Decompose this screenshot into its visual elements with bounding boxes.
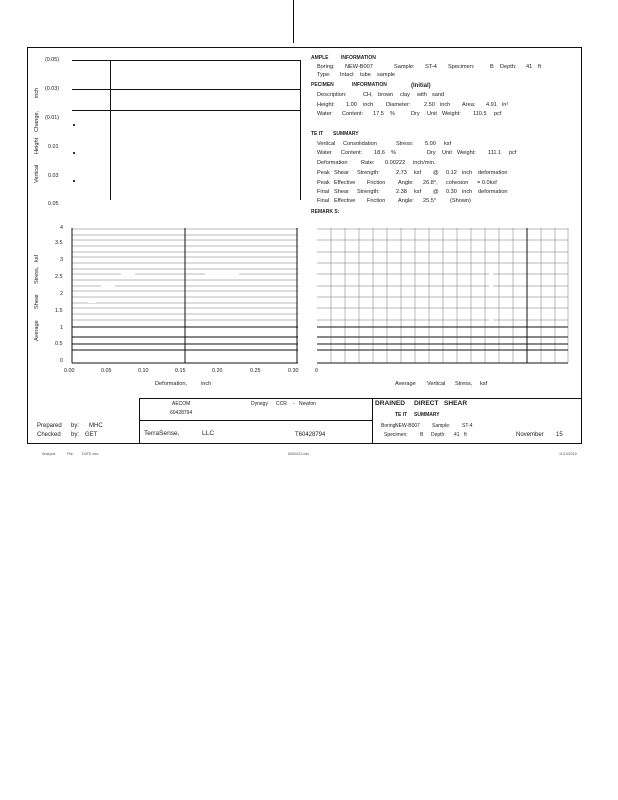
report-date: November xyxy=(516,432,544,438)
summary-text: Content: xyxy=(341,150,363,156)
footer-file-info: DATE.xlsx xyxy=(82,452,99,456)
y-tick-label: 0.05 xyxy=(48,201,59,207)
summary-text: Final xyxy=(317,198,330,204)
summary-text: Weight: xyxy=(457,150,476,156)
y-tick-label: 0.01 xyxy=(48,144,59,150)
summary-text: deformation xyxy=(478,170,508,176)
y-tick-label: (0.03) xyxy=(45,86,60,92)
summary-value: = 0.0ksf xyxy=(477,180,497,186)
x-axis-label-word: inch xyxy=(201,381,212,387)
project-location: Newton xyxy=(299,401,316,407)
title-block-divider xyxy=(139,420,372,421)
footer-file-info: File: xyxy=(67,452,74,456)
summary-unit: ksf xyxy=(414,189,422,195)
summary-text: Friction xyxy=(367,198,386,204)
field-value: 17.5 xyxy=(373,111,384,117)
field-value: 1.00 xyxy=(346,102,357,108)
field-label: Depth: xyxy=(431,432,446,438)
lab-name: LLC xyxy=(202,430,215,437)
field-value: clay xyxy=(400,92,410,98)
field-value: sample xyxy=(377,72,396,78)
x-tick-label: 0.30 xyxy=(288,368,299,374)
y-axis-label-word: Height xyxy=(34,137,40,154)
field-label: Boring: xyxy=(317,64,335,70)
field-value: tube xyxy=(360,72,371,78)
y-axis-label-word: ksf xyxy=(34,254,40,262)
summary-value: 0.00222 xyxy=(385,160,406,166)
field-value: Intact xyxy=(340,72,354,78)
x-tick-label: 0.25 xyxy=(250,368,261,374)
section-heading: INFORMATION xyxy=(352,82,387,88)
field-value: with xyxy=(417,92,427,98)
summary-value: 25.5° xyxy=(423,198,437,204)
project-location: Dynegy xyxy=(251,401,268,407)
field-value: NEW-B007 xyxy=(345,64,373,70)
summary-text: Final xyxy=(317,189,330,195)
summary-text: Friction xyxy=(367,180,386,186)
summary-text: Angle: xyxy=(398,180,414,186)
y-tick-label: 2 xyxy=(60,291,63,297)
field-value: 2.50 xyxy=(424,102,435,108)
summary-text: deformation xyxy=(478,189,508,195)
x-tick-label: 0 xyxy=(315,368,318,374)
field-label: Weight: xyxy=(442,111,461,117)
footer-file-name: 6060023.xlsx xyxy=(288,452,310,456)
lab-name: TerraSense, xyxy=(144,430,180,437)
summary-unit: % xyxy=(391,150,396,156)
checked-by: GET xyxy=(85,432,98,438)
summary-unit: inch xyxy=(462,189,473,195)
summary-text: Strength: xyxy=(357,189,380,195)
y-tick-label: 2.5 xyxy=(55,274,63,280)
field-label: Sample: xyxy=(432,423,451,429)
summary-value: 111.1 xyxy=(488,150,502,156)
y-tick-label: 0 xyxy=(60,358,63,364)
section-heading: INFORMATION xyxy=(341,55,376,61)
field-value: ST-4 xyxy=(425,64,437,70)
summary-unit: ksf xyxy=(414,170,422,176)
x-tick-label: 0.15 xyxy=(175,368,186,374)
summary-text: Effective xyxy=(334,180,356,186)
prepared-by: Prepared xyxy=(37,423,62,429)
checked-by: Checked xyxy=(37,432,61,438)
y-axis-label-word: Shear xyxy=(34,294,40,309)
remarks-label: REMARK S: xyxy=(311,209,340,215)
field-unit: % xyxy=(390,111,395,117)
summary-value: 5.00 xyxy=(425,141,436,147)
section-heading: PECIMEN xyxy=(311,82,334,88)
summary-unit: pcf xyxy=(509,150,517,156)
summary-text: Rate: xyxy=(361,160,375,166)
summary-value: 26.8°, xyxy=(423,180,438,186)
field-value: CH, xyxy=(363,92,373,98)
summary-text: @ xyxy=(433,189,439,195)
y-tick-label: 0.03 xyxy=(48,173,59,179)
summary-text: Shear xyxy=(334,170,349,176)
field-value: 41 xyxy=(526,64,533,70)
field-label: Content: xyxy=(342,111,364,117)
y-axis-label-word: Stress, xyxy=(34,266,40,284)
field-label: Boring: xyxy=(381,423,397,429)
summary-unit: inch xyxy=(462,170,473,176)
title-block-mid xyxy=(372,398,373,444)
client-project-number: 60428794 xyxy=(170,410,193,416)
project-location: CCR xyxy=(276,401,287,407)
test-subtitle: TE IT xyxy=(395,412,408,418)
summary-unit: inch/min. xyxy=(413,160,436,166)
y-tick-label: (0.05) xyxy=(45,57,60,63)
field-unit: inch xyxy=(440,102,451,108)
x-tick-label: 0.05 xyxy=(101,368,112,374)
summary-unit: ksf xyxy=(444,141,452,147)
x-tick-label: 0.00 xyxy=(64,368,75,374)
summary-text: Unit xyxy=(442,150,452,156)
y-axis-label-word: inch xyxy=(34,87,40,98)
summary-value: 2.73 xyxy=(396,170,407,176)
x-tick-label: 0.20 xyxy=(212,368,223,374)
field-value: sand xyxy=(432,92,445,98)
field-value: brown xyxy=(378,92,394,98)
summary-text: @ xyxy=(433,170,439,176)
report-date: 15 xyxy=(556,432,563,438)
summary-text: Dry xyxy=(427,150,436,156)
summary-text: Angle: xyxy=(398,198,414,204)
y-tick-label: 1.5 xyxy=(55,308,63,314)
summary-text: Vertical xyxy=(317,141,336,147)
x-axis-label-word: ksf xyxy=(480,381,488,387)
field-value: 110.5 xyxy=(473,111,487,117)
field-unit: pcf xyxy=(494,111,502,117)
summary-text: Strength: xyxy=(357,170,380,176)
checked-by: by: xyxy=(71,432,80,438)
summary-text: cohesion xyxy=(446,180,469,186)
field-unit: inch xyxy=(363,102,374,108)
y-axis-label-word: Average xyxy=(34,320,40,341)
summary-value: 0.12 xyxy=(446,170,457,176)
test-title: DIRECT xyxy=(414,400,439,407)
field-label: Diameter: xyxy=(386,102,411,108)
client-name: AECOM xyxy=(172,401,191,407)
field-unit: ft xyxy=(538,64,542,70)
summary-text: Peak xyxy=(317,180,330,186)
test-title: SHEAR xyxy=(444,400,468,407)
lab-project-number: T60428794 xyxy=(295,432,326,438)
y-tick-label: 1 xyxy=(60,325,63,331)
y-axis-label-word: Change, xyxy=(34,110,40,132)
prepared-by: MHC xyxy=(89,423,103,429)
summary-text: Water xyxy=(317,150,332,156)
summary-value: 2.38 xyxy=(396,189,407,195)
summary-text: Consolidation xyxy=(343,141,377,147)
y-tick-label: 0.5 xyxy=(55,341,63,347)
y-tick-label: 3 xyxy=(60,257,63,263)
x-axis-label-word: Vertical xyxy=(427,381,446,387)
field-label: Dry xyxy=(411,111,420,117)
test-title: DRAINED xyxy=(375,400,406,407)
test-subtitle: SUMMARY xyxy=(414,412,440,418)
summary-text: Peak xyxy=(317,170,330,176)
y-tick-label: (0.01) xyxy=(45,115,60,121)
project-location: - xyxy=(293,401,295,407)
field-label: Type: xyxy=(317,72,331,78)
summary-text: Deformation xyxy=(317,160,348,166)
field-unit: in² xyxy=(502,102,509,108)
x-tick-label: 0.10 xyxy=(138,368,149,374)
field-value: B xyxy=(420,432,424,438)
field-label: Depth: xyxy=(500,64,517,70)
x-axis-label-word: Deformation, xyxy=(155,381,188,387)
summary-text: Effective xyxy=(334,198,356,204)
section-heading: TE IT xyxy=(311,131,324,137)
summary-text: Stress: xyxy=(396,141,414,147)
x-axis-label-word: Stress, xyxy=(455,381,473,387)
field-label: Unit xyxy=(427,111,437,117)
y-axis-label-word: Vertical xyxy=(34,164,40,183)
footer-file-info: Analysis xyxy=(42,452,56,456)
field-label: Sample: xyxy=(394,64,415,70)
field-label: Specimen: xyxy=(448,64,475,70)
field-label: Description: xyxy=(317,92,347,98)
field-value: 4.91 xyxy=(486,102,497,108)
footer-date: 11/10/2015 xyxy=(559,452,577,456)
y-tick-label: 3.5 xyxy=(55,240,63,246)
field-label: Height: xyxy=(317,102,335,108)
field-value: NEW-B007 xyxy=(395,423,420,429)
y-tick-label: 4 xyxy=(60,225,63,231)
field-value: B xyxy=(490,64,494,70)
field-unit: ft xyxy=(464,432,467,438)
section-heading: AMPLE xyxy=(311,55,329,61)
title-block-top xyxy=(139,398,582,399)
section-heading: (Initial) xyxy=(411,83,431,89)
field-label: Area: xyxy=(462,102,476,108)
summary-text: Shear xyxy=(334,189,349,195)
field-value: 41 xyxy=(454,432,460,438)
field-label: Water xyxy=(317,111,332,117)
x-axis-label-word: Average xyxy=(395,381,416,387)
summary-text: (Shown) xyxy=(450,198,471,204)
title-block-left xyxy=(139,398,140,444)
summary-value: 0.30 xyxy=(446,189,457,195)
section-heading: SUMMARY xyxy=(333,131,359,137)
field-label: Specimen: xyxy=(384,432,408,438)
field-value: ST-4 xyxy=(462,423,473,429)
summary-value: 18.6 xyxy=(374,150,385,156)
prepared-by: by: xyxy=(71,423,80,429)
